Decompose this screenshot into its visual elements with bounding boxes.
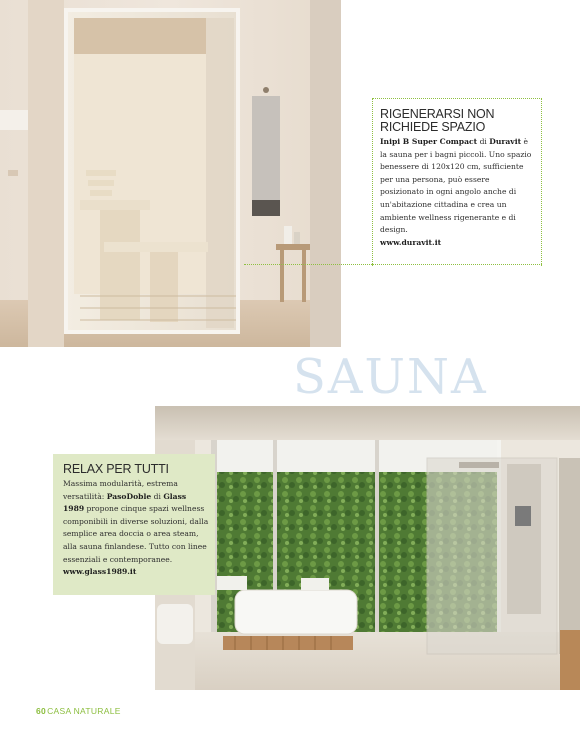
brand-name: Duravit (489, 137, 522, 146)
caption-connector-top (244, 264, 372, 265)
caption-heading: RELAX PER TUTTI (63, 462, 169, 476)
caption-text: è la sauna per i bagni piccoli. Uno spazio benessere di 120x120 cm, sufficiente per una persona, può essere posizionato in ogni angolo anche di un'abitazione cittadina e crea un ambiente wellness rigenerante e di design. (380, 137, 532, 235)
caption-heading: RIGENERARSI NON RICHIEDE SPAZIO (380, 107, 495, 134)
brand-name: Glass 1989 (63, 491, 187, 514)
brand-url[interactable]: www.duravit.it (380, 237, 442, 247)
caption-duravit (372, 98, 542, 266)
page-number: 60 (36, 706, 47, 716)
wellness-room-photo (155, 406, 580, 690)
caption-body: Inipi B Super Compact di Duravit è la sauna per i bagni piccoli. Uno spazio benessere di 120x120 cm, sufficiente per una persona, può essere posizionato in ogni angolo anche di un'abitazione cittadina e crea un ambiente wellness rigenerante e di design. www.duravit.it (380, 137, 532, 247)
product-name: Inipi B Super Compact (380, 137, 478, 146)
brand-url[interactable]: www.glass1989.it (63, 567, 137, 577)
caption-text: propone cinque spazi wellness componibili in diverse soluzioni, dalla semplice area doccia o area steam, alla sauna finlandese. Tutto con linee essenziali e contemporanee. (63, 504, 209, 564)
page-footer (36, 706, 121, 716)
magazine-name: CASA NATURALE (47, 706, 121, 716)
section-title: SAUNA (293, 349, 488, 405)
product-name: PasoDoble (106, 491, 152, 501)
caption-glass1989 (53, 454, 215, 595)
sauna-photo-top (0, 0, 341, 347)
caption-body: Massima modularità, estrema versatilità: PasoDoble di Glass 1989 propone cinque spazi wellness componibili in diverse soluzioni, dalla semplice area doccia o area steam, alla sauna finlandese. Tutto con linee essenziali e contemporanee. www.glass1989.it (63, 479, 209, 577)
